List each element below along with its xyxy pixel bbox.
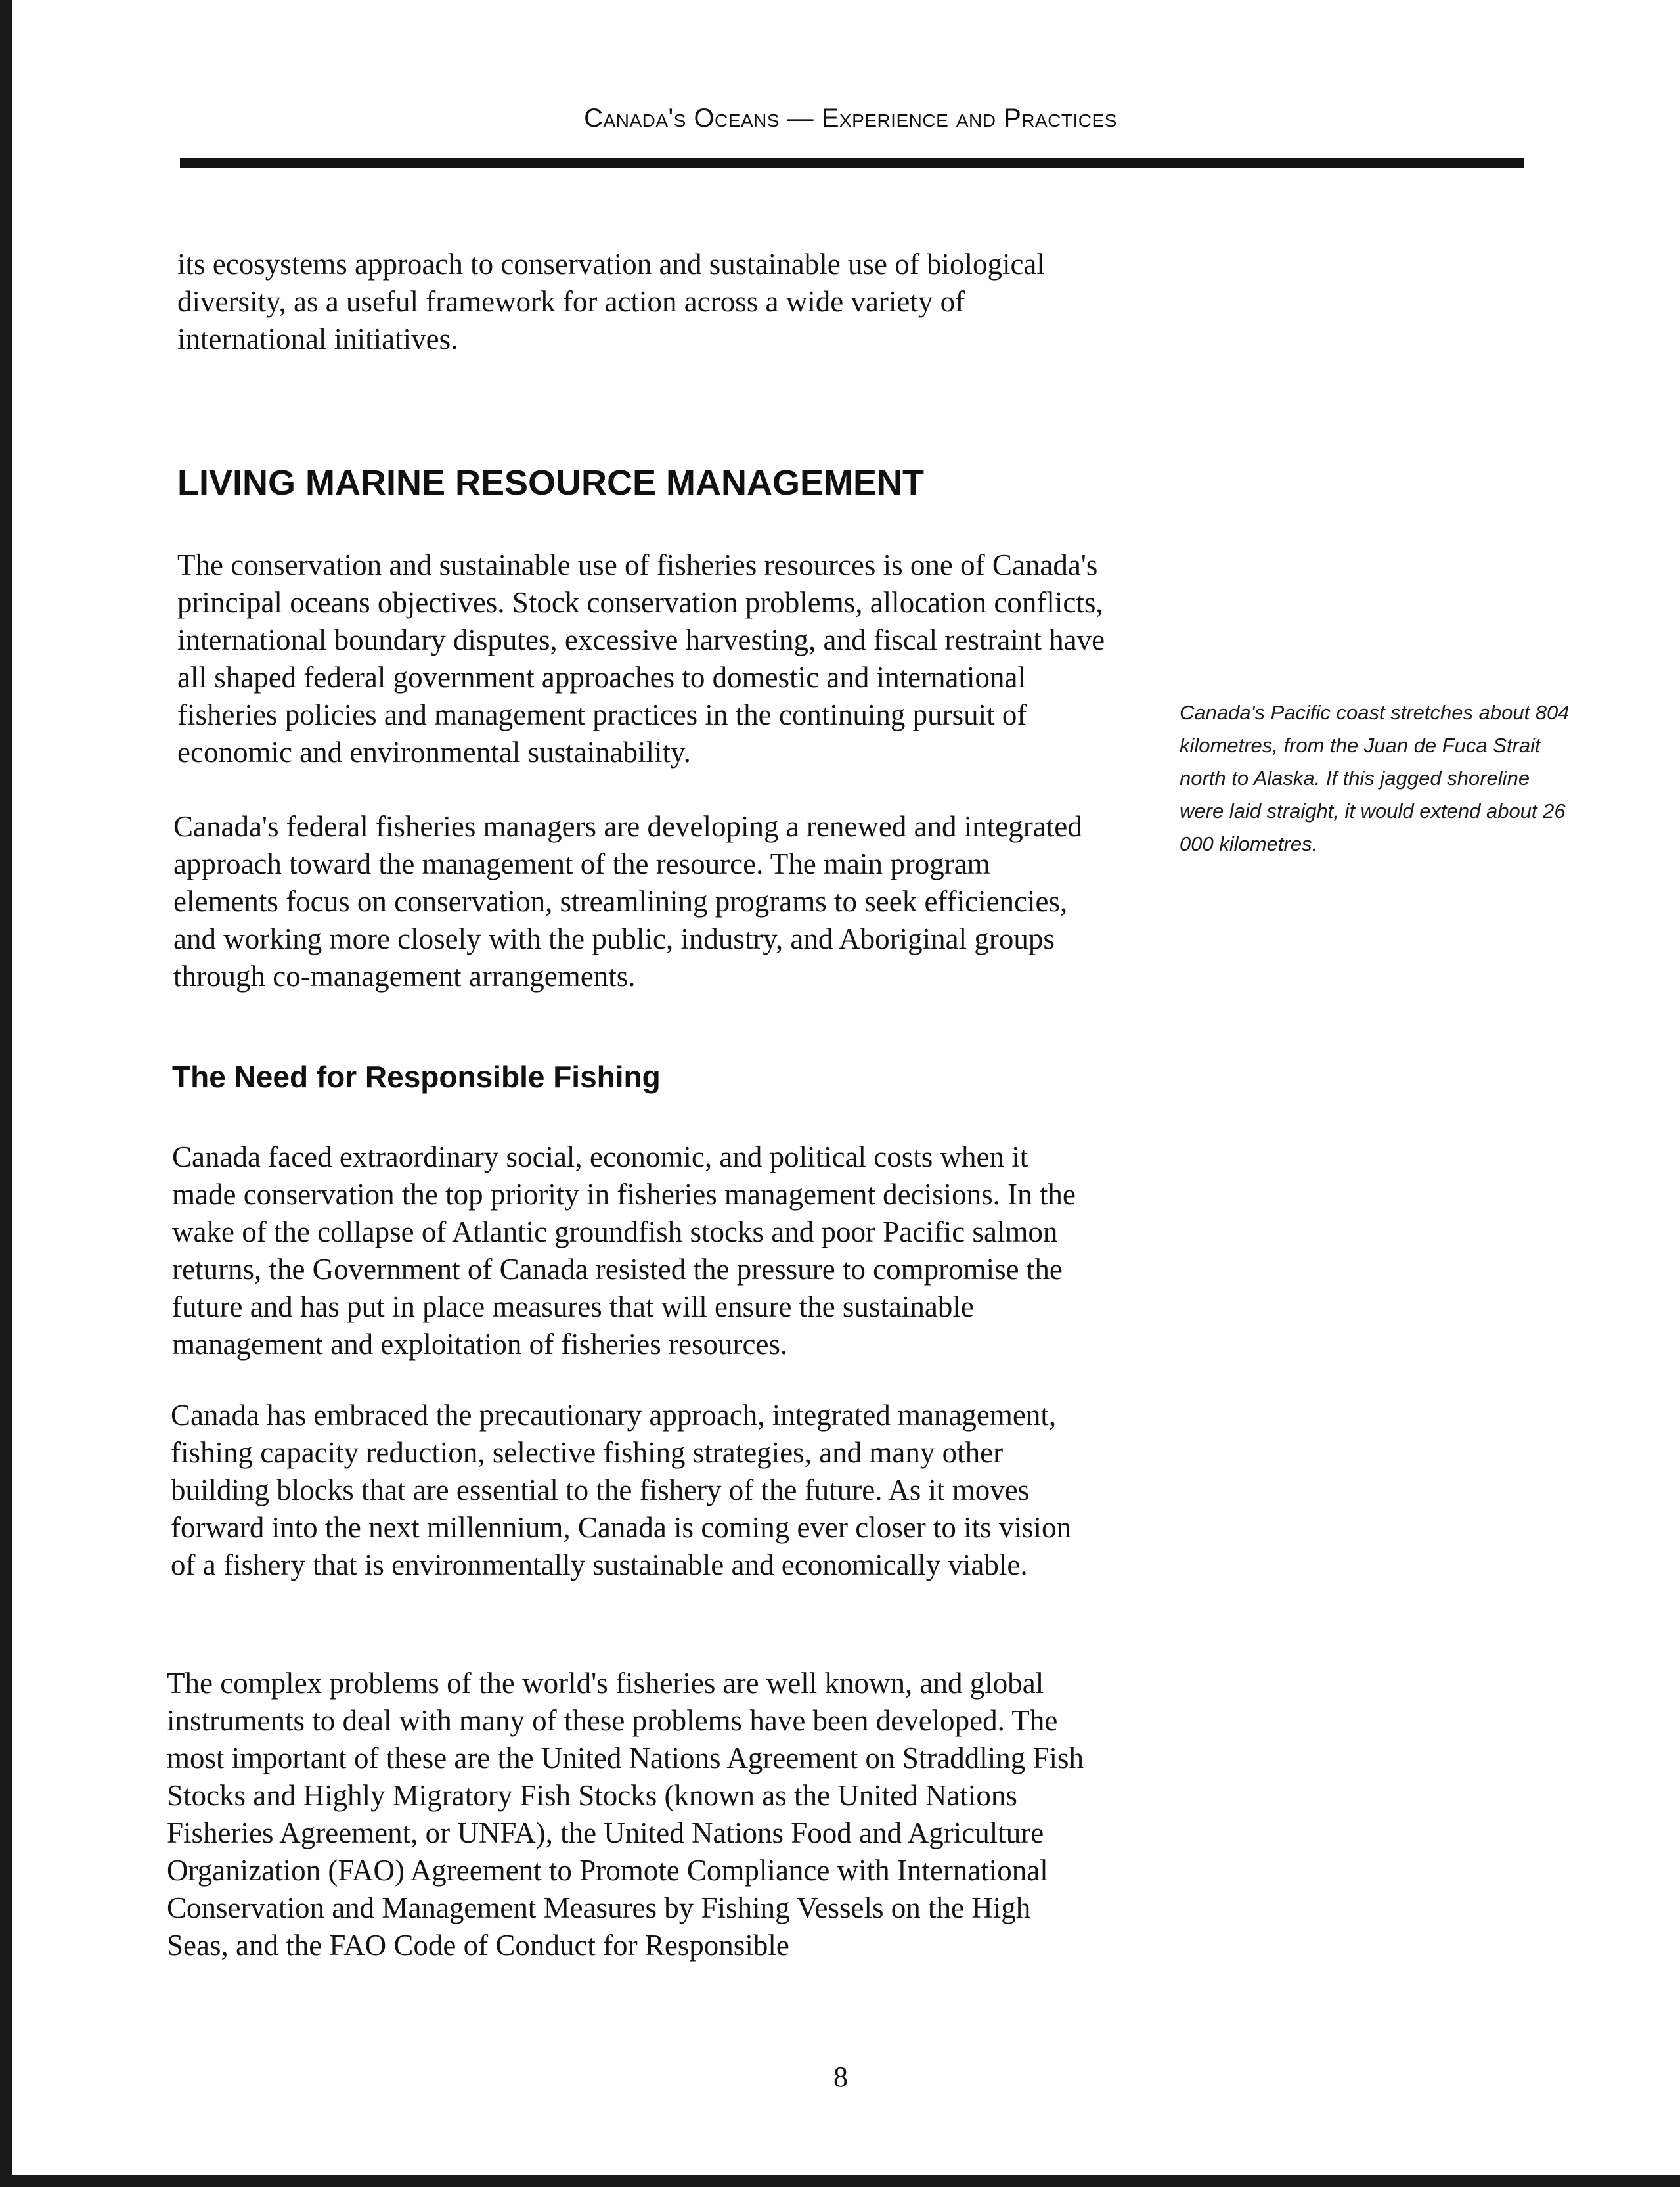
subsection-paragraph: Canada faced extraordinary social, economic, and political costs when it made conservation the top priority in fisheries management decisions. In the wake of the collapse of Atlantic groundfish stocks and poor Pacific salmon returns, the Government of Canada resisted the pressure to compromise the future and has put in place measures that will ensure the sustainable management and exploitation of fisheries resources. [172, 1140, 1076, 1361]
subsection-paragraph: The complex problems of the world's fisheries are well known, and global instruments to deal with many of these problems have been developed. The most important of these are the United Nations Agreement on Straddling Fish Stocks and Highly Migratory Fish Stocks (known as the United Nations Fisheries Agreement, or UNFA), the United Nations Food and Agriculture Organization (FAO) Agreement to Promote Compliance with International Conservation and Management Measures by Fishing Vessels on the High Seas, and the FAO Code of Conduct for Responsible [167, 1667, 1084, 1962]
section-paragraph: Canada's federal fisheries managers are developing a renewed and integrated approach toward the management of the resource. The main program elements focus on conservation, streamlining programs to seek efficiencies, and working more closely with the public, industry, and Aboriginal groups through co-management arrangements. [173, 810, 1082, 993]
section-heading: LIVING MARINE RESOURCE MANAGEMENT [177, 463, 925, 503]
subsection-paragraph: Canada has embraced the precautionary approach, integrated management, fishing capacity reduction, selective fishing strategies, and many other building blocks that are essential to the fishery of the future. As it moves forward into the next millennium, Canada is coming ever closer to its vision of a fishery that is environmentally sustainable and economically viable. [171, 1399, 1071, 1581]
section-paragraph: The conservation and sustainable use of fisheries resources is one of Canada's principal oceans objectives. Stock conservation problems, allocation conflicts, international boundary disputes, excessive harvesting, and fiscal restraint have all shaped federal government approaches to domestic and international fisheries policies and management practices in the continuing pursuit of economic and environmental sustainability. [177, 549, 1105, 769]
page-number: 8 [833, 2061, 848, 2093]
scan-border-left [0, 0, 12, 2187]
running-header: Canada's Oceans — Experience and Practices [584, 104, 1117, 133]
scan-border-bottom [0, 2175, 1680, 2187]
sidebar-note: Canada's Pacific coast stretches about 804 kilometres, from the Juan de Fuca Strait north to Alaska. If this jagged shoreline were laid straight, it would extend about 26 000 kilometres. [1180, 701, 1570, 855]
intro-paragraph: its ecosystems approach to conservation and sustainable use of biological diversity, as a useful framework for action across a wide variety of international initiatives. [177, 248, 1045, 355]
header-rule [180, 158, 1524, 168]
subsection-heading: The Need for Responsible Fishing [172, 1060, 661, 1094]
